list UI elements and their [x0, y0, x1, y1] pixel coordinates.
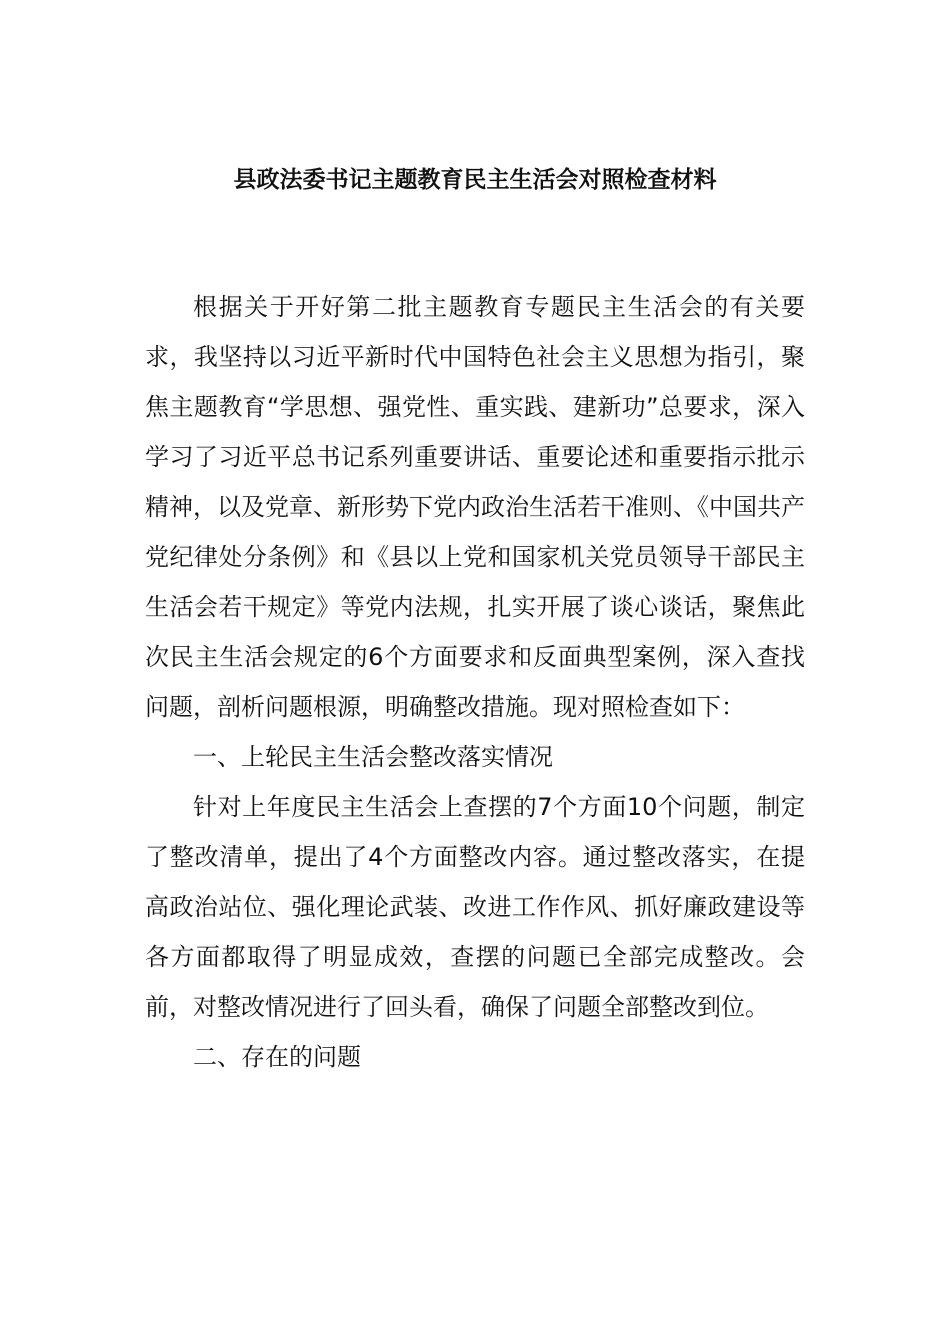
document-body: [145, 282, 805, 1082]
section-1-paragraph: 针对上年度民主生活会上查摆的7个方面10个问题，制定了整改清单，提出了4个方面整改内容。通过整改落实，在提高政治站位、强化理论武装、改进工作作风、抓好廉政建设等各方面都取得了明显成效，查摆的问题已全部完成整改。会前，对整改情况进行了回头看，确保了问题全部整改到位。: [145, 793, 805, 1021]
section-heading-2: 二、存在的问题: [193, 1043, 361, 1071]
section-heading-1: 一、上轮民主生活会整改落实情况: [193, 743, 553, 771]
intro-paragraph: 根据关于开好第二批主题教育专题民主生活会的有关要求，我坚持以习近平新时代中国特色社会主义思想为指引，聚焦主题教育“学思想、强党性、重实践、建新功”总要求，深入学习了习近平总书记系列重要讲话、重要论述和重要指示批示精神，以及党章、新形势下党内政治生活若干准则、《中国共产党纪律处分条例》和《县以上党和国家机关党员领导干部民主生活会若干规定》等党内法规，扎实开展了谈心谈话，聚焦此次民主生活会规定的6个方面要求和反面典型案例，深入查找问题，剖析问题根源，明确整改措施。现对照检查如下：: [145, 293, 805, 721]
document-title: 县政法委书记主题教育民主生活会对照检查材料: [233, 167, 717, 193]
